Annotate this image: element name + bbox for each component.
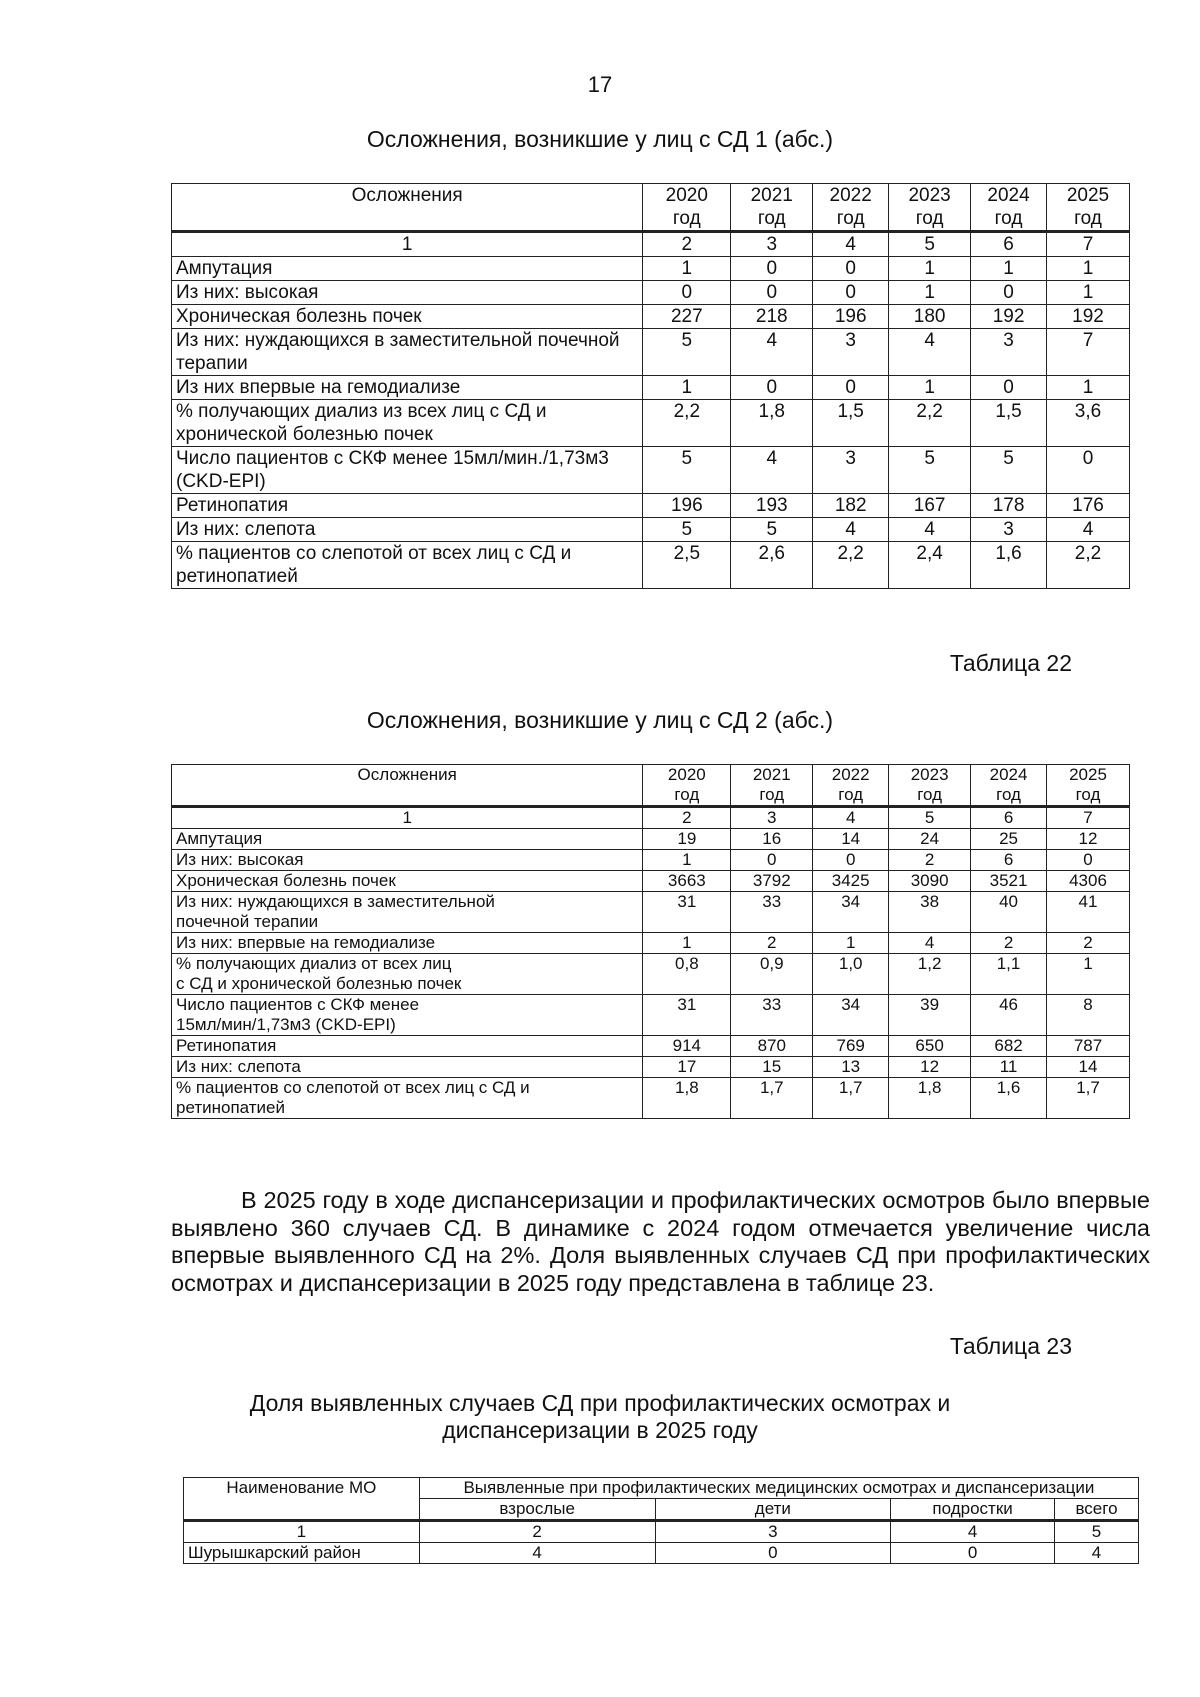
- table22-row-label: Ампутация: [172, 829, 643, 850]
- table21-cell: 5: [643, 518, 731, 542]
- table21-header-label: Осложнения: [172, 184, 643, 232]
- table22-index-cell: 5: [889, 807, 971, 829]
- table21-cell: 1: [889, 257, 971, 281]
- table23-col-mo: Наименование МО: [184, 1478, 420, 1521]
- table21-header-year: 2022 год: [813, 184, 889, 232]
- table22-cell: 2: [889, 850, 971, 871]
- table22-cell: 3090: [889, 871, 971, 892]
- table21-cell: 178: [971, 494, 1047, 518]
- table22-cell: 1,8: [889, 1078, 971, 1119]
- table21-cell: 1: [643, 257, 731, 281]
- table21-cell: 1,8: [731, 400, 813, 447]
- table22-label: Таблица 22: [949, 650, 1072, 676]
- table23-group-header: Выявленные при профилактических медицинских осмотрах и диспансеризации: [419, 1478, 1138, 1499]
- table23-index-cell: 2: [419, 1521, 655, 1543]
- table22-cell: 6: [971, 850, 1047, 871]
- table23-cell: 4: [1055, 1543, 1139, 1564]
- table21-cell: 180: [889, 305, 971, 329]
- table22-cell: 650: [889, 1036, 971, 1057]
- table22-cell: 19: [643, 829, 731, 850]
- page-number: 17: [587, 72, 613, 97]
- table23-cell: 4: [419, 1543, 655, 1564]
- table22-header-year: 2024 год: [971, 765, 1047, 807]
- table22-cell: 787: [1047, 1036, 1130, 1057]
- table22-cell: 15: [731, 1057, 813, 1078]
- table21-cell: 182: [813, 494, 889, 518]
- table23-index-row: [184, 1521, 1139, 1543]
- table21-cell: 218: [731, 305, 813, 329]
- table21-cell: 1: [1047, 281, 1130, 305]
- table22-cell: 3521: [971, 871, 1047, 892]
- table22-cell: 914: [643, 1036, 731, 1057]
- table21-cell: 1: [971, 257, 1047, 281]
- table21-cell: 4: [731, 447, 813, 494]
- table21-cell: 2,2: [813, 542, 889, 589]
- table22-cell: 25: [971, 829, 1047, 850]
- table21-cell: 0: [731, 376, 813, 400]
- table22-cell: 12: [1047, 829, 1130, 850]
- table21-cell: 4: [889, 518, 971, 542]
- table21-cell: 2,2: [1047, 542, 1130, 589]
- table21-header-row: [172, 184, 1130, 232]
- table21-index-cell: 4: [813, 232, 889, 257]
- table23-cell-mo: Шурышкарский район: [184, 1543, 420, 1564]
- table21-row: [172, 257, 1130, 281]
- table22-row-label: Ретинопатия: [172, 1036, 643, 1057]
- table22-cell: 2: [731, 933, 813, 954]
- table22-cell: 1,6: [971, 1078, 1047, 1119]
- table22-row: [172, 1078, 1130, 1119]
- table21-cell: 5: [643, 447, 731, 494]
- table22-cell: 46: [971, 995, 1047, 1036]
- table21-row: [172, 376, 1130, 400]
- table23-row: [184, 1543, 1139, 1564]
- table22-cell: 14: [1047, 1057, 1130, 1078]
- table22-cell: 24: [889, 829, 971, 850]
- table21-row: [172, 400, 1130, 447]
- table22-cell: 3663: [643, 871, 731, 892]
- table21-row-label: % получающих диализ из всех лиц с СД и хронической болезнью почек: [172, 400, 643, 447]
- table22-cell: 0: [731, 850, 813, 871]
- table21-cell: 5: [889, 447, 971, 494]
- table23-subheader: подростки: [891, 1499, 1055, 1521]
- table22-cell: 31: [643, 892, 731, 933]
- table23-caption-line2: диспансеризации в 2025 году: [442, 1417, 758, 1443]
- table21-cell: 196: [643, 494, 731, 518]
- table22-header-year: 2020 год: [643, 765, 731, 807]
- table21-cell: 0: [643, 281, 731, 305]
- table21-row-label: Число пациентов с СКФ менее 15мл/мин./1,73м3 (CKD-EPI): [172, 447, 643, 494]
- paragraph-text: В 2025 году в ходе диспансеризации и профилактических осмотров было впервые выявлено 360 случаев СД. В динамике с 2024 годом отмечается увеличение числа впервые выявленного СД на 2%. Доля выявленных случаев СД при профилактических осмотрах и диспансеризации в 2025 году представлена в таблице 23.: [171, 1187, 1150, 1296]
- table21-header-year: 2025 год: [1047, 184, 1130, 232]
- table22-cell: 4306: [1047, 871, 1130, 892]
- table21-cell: 1: [889, 281, 971, 305]
- table21-index-cell: 3: [731, 232, 813, 257]
- table22-index-row: [172, 807, 1130, 829]
- table21-header-year: 2024 год: [971, 184, 1047, 232]
- table22-index-cell: 3: [731, 807, 813, 829]
- table22-index-cell: 1: [172, 807, 643, 829]
- table22-cell: 33: [731, 995, 813, 1036]
- table22-row: [172, 829, 1130, 850]
- table21-cell: 2,2: [889, 400, 971, 447]
- table21-row: [172, 518, 1130, 542]
- table23-caption-line1: Доля выявленных случаев СД при профилактических осмотрах и: [249, 1390, 951, 1416]
- table21-cell: 1,6: [971, 542, 1047, 589]
- table21-row-label: Из них: нуждающихся в заместительной почечной терапии: [172, 329, 643, 376]
- table22-row: [172, 1057, 1130, 1078]
- table22-header-label: Осложнения: [172, 765, 643, 807]
- table21-row: [172, 305, 1130, 329]
- table22-cell: 11: [971, 1057, 1047, 1078]
- table21-cell: 1,5: [971, 400, 1047, 447]
- table22-cell: 16: [731, 829, 813, 850]
- table21-index-cell: 1: [172, 232, 643, 257]
- table21-cell: 5: [971, 447, 1047, 494]
- table21-row-label: Из них: высокая: [172, 281, 643, 305]
- table23-caption: [0, 1390, 1200, 1444]
- table22-cell: 1,7: [1047, 1078, 1130, 1119]
- table22-cell: 3425: [813, 871, 889, 892]
- table21-cell: 193: [731, 494, 813, 518]
- table22-cell: 14: [813, 829, 889, 850]
- table21-cell: 176: [1047, 494, 1130, 518]
- table22-cell: 13: [813, 1057, 889, 1078]
- table21-index-cell: 6: [971, 232, 1047, 257]
- table21-cell: 4: [731, 329, 813, 376]
- table22-cell: 33: [731, 892, 813, 933]
- table21-cell: 4: [813, 518, 889, 542]
- table21-index-cell: 2: [643, 232, 731, 257]
- table21-cell: 1: [1047, 376, 1130, 400]
- table23-subheader: всего: [1055, 1499, 1139, 1521]
- table22: [171, 764, 1130, 1119]
- table22-row-label: Из них: нуждающихся в заместительной почечной терапии: [172, 892, 643, 933]
- table21-cell: 3: [971, 329, 1047, 376]
- table23-index-cell: 3: [655, 1521, 891, 1543]
- table21-row: [172, 281, 1130, 305]
- table23-index-cell: 4: [891, 1521, 1055, 1543]
- table22-cell: 1,7: [813, 1078, 889, 1119]
- table21-caption: Осложнения, возникшие у лиц с СД 1 (абс.): [366, 126, 834, 152]
- table22-row-label: Из них: слепота: [172, 1057, 643, 1078]
- table21-row-label: Из них впервые на гемодиализе: [172, 376, 643, 400]
- table21-cell: 0: [813, 257, 889, 281]
- table22-cell: 1,8: [643, 1078, 731, 1119]
- table21-row-label: Из них: слепота: [172, 518, 643, 542]
- table21-cell: 1,5: [813, 400, 889, 447]
- table21-cell: 5: [731, 518, 813, 542]
- table22-index-cell: 7: [1047, 807, 1130, 829]
- table22-cell: 0: [1047, 850, 1130, 871]
- table22-cell: 1: [643, 850, 731, 871]
- table21-cell: 5: [643, 329, 731, 376]
- table22-row-label: Число пациентов с СКФ менее 15мл/мин/1,73м3 (CKD-EPI): [172, 995, 643, 1036]
- table21-cell: 2,5: [643, 542, 731, 589]
- table22-cell: 41: [1047, 892, 1130, 933]
- table22-cell: 40: [971, 892, 1047, 933]
- table22-cell: 0,8: [643, 954, 731, 995]
- table22-cell: 34: [813, 995, 889, 1036]
- table21-cell: 0: [971, 376, 1047, 400]
- table21-header-year: 2020 год: [643, 184, 731, 232]
- table22-header-row: [172, 765, 1130, 807]
- table21-row: [172, 447, 1130, 494]
- table22-cell: 870: [731, 1036, 813, 1057]
- table21-cell: 3: [971, 518, 1047, 542]
- table21-cell: 0: [731, 257, 813, 281]
- table22-cell: 1,2: [889, 954, 971, 995]
- table23: [183, 1477, 1139, 1564]
- table22-cell: 682: [971, 1036, 1047, 1057]
- table22-row: [172, 892, 1130, 933]
- table21-cell: 0: [813, 376, 889, 400]
- table21-cell: 192: [971, 305, 1047, 329]
- table22-row: [172, 871, 1130, 892]
- table21-cell: 196: [813, 305, 889, 329]
- table22-row-label: Из них: высокая: [172, 850, 643, 871]
- table21-index-cell: 5: [889, 232, 971, 257]
- table21-cell: 192: [1047, 305, 1130, 329]
- table21-row: [172, 329, 1130, 376]
- table21-cell: 2,4: [889, 542, 971, 589]
- table23-cell: 0: [655, 1543, 891, 1564]
- table22-row-label: % получающих диализ от всех лиц с СД и хронической болезнью почек: [172, 954, 643, 995]
- table21-cell: 3,6: [1047, 400, 1130, 447]
- table23-index-cell: 1: [184, 1521, 420, 1543]
- table22-cell: 12: [889, 1057, 971, 1078]
- table22-index-cell: 2: [643, 807, 731, 829]
- table22-cell: 1: [813, 933, 889, 954]
- table21-cell: 1: [1047, 257, 1130, 281]
- table22-cell: 1,7: [731, 1078, 813, 1119]
- table22-row: [172, 1036, 1130, 1057]
- table23-subheader: дети: [655, 1499, 891, 1521]
- body-paragraph: [171, 1187, 1150, 1297]
- table21-cell: 7: [1047, 329, 1130, 376]
- table21: [171, 183, 1130, 589]
- table21-row: [172, 494, 1130, 518]
- table21-index-cell: 7: [1047, 232, 1130, 257]
- table22-cell: 31: [643, 995, 731, 1036]
- table23-subheader: взрослые: [419, 1499, 655, 1521]
- table21-cell: 2,6: [731, 542, 813, 589]
- table22-cell: 2: [1047, 933, 1130, 954]
- table23-index-cell: 5: [1055, 1521, 1139, 1543]
- table21-index-row: [172, 232, 1130, 257]
- table21-row-label: % пациентов со слепотой от всех лиц с СД и ретинопатией: [172, 542, 643, 589]
- table21-cell: 167: [889, 494, 971, 518]
- table22-header-year: 2023 год: [889, 765, 971, 807]
- table21-cell: 0: [1047, 447, 1130, 494]
- table22-header-year: 2022 год: [813, 765, 889, 807]
- table21-cell: 227: [643, 305, 731, 329]
- table21-cell: 0: [813, 281, 889, 305]
- table23-cell: 0: [891, 1543, 1055, 1564]
- table22-index-cell: 4: [813, 807, 889, 829]
- table22-cell: 3792: [731, 871, 813, 892]
- table21-row-label: Хроническая болезнь почек: [172, 305, 643, 329]
- table22-header-year: 2025 год: [1047, 765, 1130, 807]
- table22-cell: 769: [813, 1036, 889, 1057]
- table21-header-year: 2023 год: [889, 184, 971, 232]
- table21-cell: 4: [889, 329, 971, 376]
- table22-cell: 0: [813, 850, 889, 871]
- table22-cell: 1,0: [813, 954, 889, 995]
- table21-cell: 0: [971, 281, 1047, 305]
- table22-row: [172, 995, 1130, 1036]
- table22-header-year: 2021 год: [731, 765, 813, 807]
- table22-row: [172, 850, 1130, 871]
- table22-cell: 34: [813, 892, 889, 933]
- table22-cell: 2: [971, 933, 1047, 954]
- table22-row-label: % пациентов со слепотой от всех лиц с СД и ретинопатией: [172, 1078, 643, 1119]
- table22-row: [172, 954, 1130, 995]
- table21-header-year: 2021 год: [731, 184, 813, 232]
- table22-caption: Осложнения, возникшие у лиц с СД 2 (абс.): [366, 707, 834, 733]
- table23-header-row: [184, 1478, 1139, 1499]
- table22-cell: 38: [889, 892, 971, 933]
- table22-cell: 1: [643, 933, 731, 954]
- table22-cell: 4: [889, 933, 971, 954]
- table22-cell: 1,1: [971, 954, 1047, 995]
- table21-cell: 3: [813, 329, 889, 376]
- table21-row-label: Ампутация: [172, 257, 643, 281]
- table22-cell: 39: [889, 995, 971, 1036]
- table22-cell: 1: [1047, 954, 1130, 995]
- table22-index-cell: 6: [971, 807, 1047, 829]
- table21-cell: 0: [731, 281, 813, 305]
- table22-row: [172, 933, 1130, 954]
- table22-cell: 8: [1047, 995, 1130, 1036]
- table22-row-label: Из них: впервые на гемодиализе: [172, 933, 643, 954]
- table21-cell: 1: [643, 376, 731, 400]
- table23-label: Таблица 23: [949, 1333, 1072, 1359]
- table21-cell: 4: [1047, 518, 1130, 542]
- table21-row: [172, 542, 1130, 589]
- table21-row-label: Ретинопатия: [172, 494, 643, 518]
- table21-cell: 1: [889, 376, 971, 400]
- table22-cell: 17: [643, 1057, 731, 1078]
- table21-cell: 3: [813, 447, 889, 494]
- table22-row-label: Хроническая болезнь почек: [172, 871, 643, 892]
- table22-cell: 0,9: [731, 954, 813, 995]
- table21-cell: 2,2: [643, 400, 731, 447]
